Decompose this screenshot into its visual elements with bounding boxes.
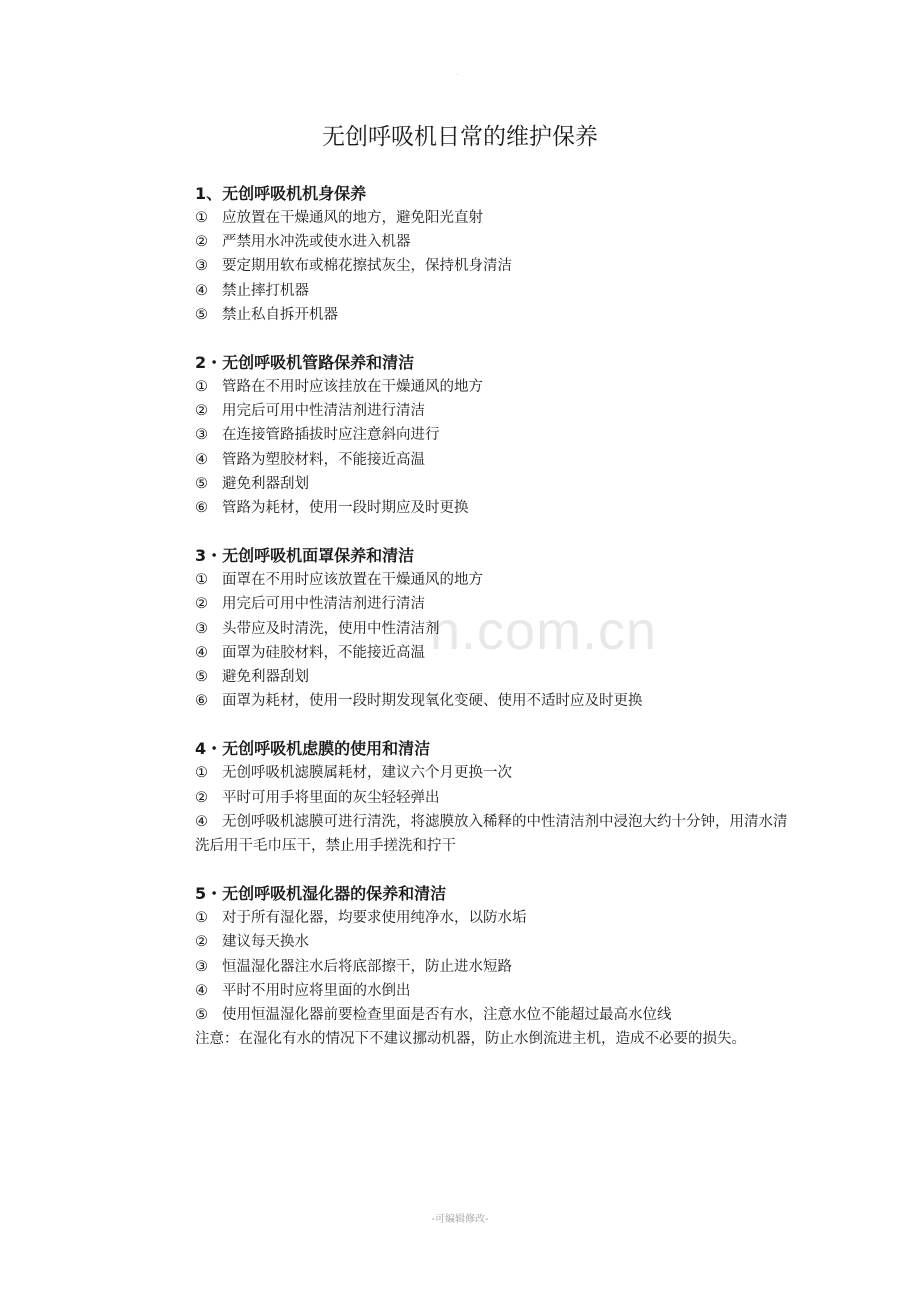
list-item — [195, 279, 795, 303]
item-text: 用完后可用中性清洁剂进行清洁 — [222, 403, 425, 420]
item-number: ① — [195, 765, 208, 782]
section-heading: 3・无创呼吸机面罩保养和清洁 — [195, 546, 415, 566]
item-number: ③ — [195, 427, 208, 444]
list-item — [195, 448, 795, 472]
item-number: ② — [195, 934, 208, 951]
item-number: ④ — [195, 813, 208, 830]
item-text: 面罩为耗材，使用一段时期发现氧化变硬、使用不适时应及时更换 — [222, 693, 643, 710]
item-text: 恒温湿化器注水后将底部擦干，防止进水短路 — [222, 958, 512, 975]
item-number: ⑤ — [195, 669, 208, 686]
list-item — [195, 761, 795, 785]
list-item — [195, 423, 795, 447]
item-text: 平时可用手将里面的灰尘轻轻弹出 — [222, 789, 440, 806]
list-item — [195, 568, 795, 592]
item-number: ① — [195, 572, 208, 589]
item-text: 管路在不用时应该挂放在干燥通风的地方 — [222, 379, 483, 396]
item-number: ④ — [195, 451, 208, 468]
list-item — [195, 786, 795, 810]
item-text: 无创呼吸机滤膜属耗材，建议六个月更换一次 — [222, 765, 512, 782]
list-item — [195, 810, 795, 858]
list-item — [195, 979, 795, 1003]
item-text: 面罩为硅胶材料，不能接近高温 — [222, 644, 425, 661]
section-filter-care — [195, 737, 795, 858]
list-item — [195, 689, 795, 713]
item-number: ⑤ — [195, 475, 208, 492]
section-heading: 2・无创呼吸机管路保养和清洁 — [195, 353, 415, 373]
item-text: 使用恒温湿化器前要检查里面是否有水，注意水位不能超过最高水位线 — [222, 1007, 672, 1024]
item-text: 应放置在干燥通风的地方，避免阳光直射 — [222, 210, 483, 226]
list-item — [195, 955, 795, 979]
note-text: 注意：在湿化有水的情况下不建议挪动机器，防止水倒流进主机，造成不必要的损失。 — [195, 1031, 746, 1048]
item-text: 管路为耗材，使用一段时期应及时更换 — [222, 500, 469, 517]
list-item — [195, 1003, 795, 1027]
list-item — [195, 930, 795, 954]
section-mask-care — [195, 544, 795, 713]
list-item — [195, 399, 795, 423]
item-number: ② — [195, 234, 208, 251]
item-number: ③ — [195, 258, 208, 275]
section-heading: 5・无创呼吸机湿化器的保养和清洁 — [195, 884, 447, 904]
top-dot: · — [456, 70, 459, 79]
item-text: 无创呼吸机滤膜可进行清洗，将滤膜放入稀释的中性清洁剂中浸泡大约十分钟，用清水清洗后用干毛巾压干，禁止用手搓洗和拧干 — [195, 813, 788, 855]
item-number: ⑤ — [195, 1007, 208, 1024]
item-text: 禁止摔打机器 — [222, 282, 309, 299]
list-item — [195, 254, 795, 278]
section-heading: 1、无创呼吸机机身保养 — [195, 184, 367, 203]
list-item — [195, 665, 795, 689]
item-number: ② — [195, 789, 208, 806]
list-item — [195, 303, 795, 327]
section-humidifier-care — [195, 882, 795, 1051]
document-body — [195, 182, 795, 1075]
list-item — [195, 206, 795, 230]
item-text: 对于所有湿化器，均要求使用纯净水，以防水垢 — [222, 910, 527, 927]
item-text: 管路为塑胶材料，不能接近高温 — [222, 451, 425, 468]
item-text: 建议每天换水 — [222, 934, 309, 951]
item-number: ① — [195, 910, 208, 927]
item-text: 要定期用软布或棉花擦拭灰尘，保持机身清洁 — [222, 258, 512, 275]
watermark: n.com.cn — [430, 601, 658, 661]
item-number: ② — [195, 596, 208, 613]
item-number: ② — [195, 403, 208, 420]
item-text: 禁止私自拆开机器 — [222, 306, 338, 323]
item-text: 在连接管路插拔时应注意斜向进行 — [222, 427, 440, 444]
list-item — [195, 592, 795, 616]
item-text: 避免利器刮划 — [222, 475, 309, 492]
item-number: ④ — [195, 282, 208, 299]
section-body-care — [195, 182, 795, 327]
list-item — [195, 617, 795, 641]
item-number: ③ — [195, 958, 208, 975]
item-text: 头带应及时清洗，使用中性清洁剂 — [222, 620, 440, 637]
item-text: 用完后可用中性清洁剂进行清洁 — [222, 596, 425, 613]
item-number: ④ — [195, 644, 208, 661]
section-heading: 4・无创呼吸机虑膜的使用和清洁 — [195, 739, 431, 759]
item-text: 避免利器刮划 — [222, 669, 309, 686]
footer-text: -可编辑修改- — [431, 1214, 489, 1225]
item-number: ① — [195, 210, 208, 226]
list-item — [195, 906, 795, 930]
list-item — [195, 230, 795, 254]
list-item — [195, 641, 795, 665]
list-item — [195, 375, 795, 399]
item-number: ⑥ — [195, 500, 208, 517]
item-number: ⑥ — [195, 693, 208, 710]
item-number: ④ — [195, 982, 208, 999]
item-text: 平时不用时应将里面的水倒出 — [222, 982, 411, 999]
item-number: ⑤ — [195, 306, 208, 323]
list-item — [195, 496, 795, 520]
list-item — [195, 472, 795, 496]
section-tubing-care — [195, 351, 795, 520]
document-title: 无创呼吸机日常的维护保养 — [322, 124, 598, 150]
item-text: 面罩在不用时应该放置在干燥通风的地方 — [222, 572, 483, 589]
item-number: ① — [195, 379, 208, 396]
item-number: ③ — [195, 620, 208, 637]
item-text: 严禁用水冲洗或使水进入机器 — [222, 234, 411, 251]
